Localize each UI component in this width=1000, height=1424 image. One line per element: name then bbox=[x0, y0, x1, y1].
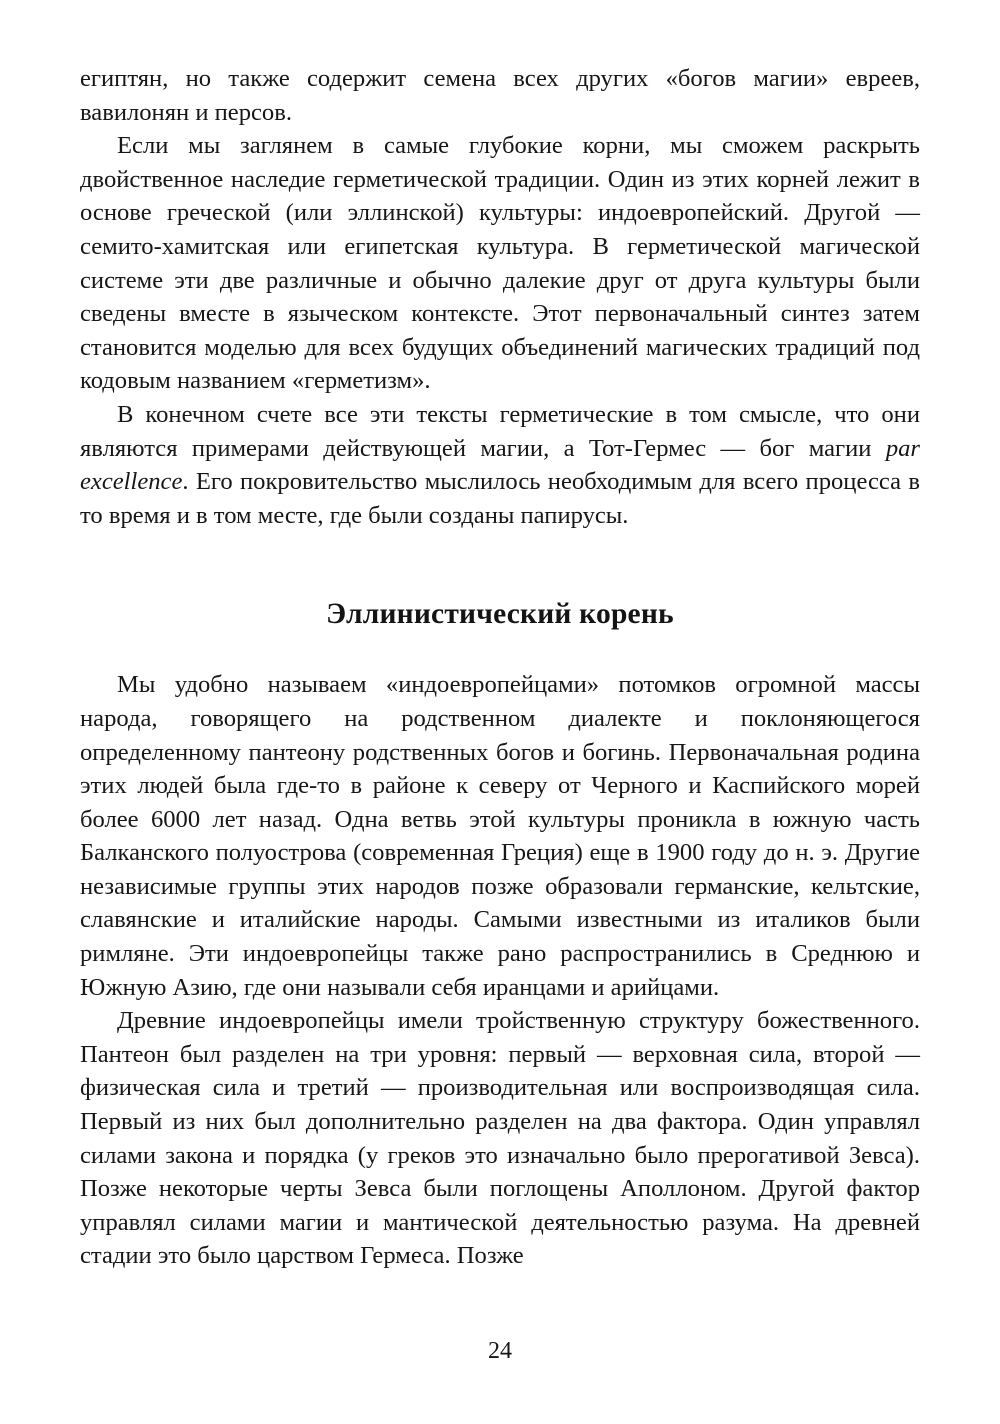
paragraph-par-excellence bbox=[80, 398, 920, 532]
paragraph-text-before-italic: В конечном счете все эти тексты герметические в том смысле, что они являются примерами действующей магии, а Тот-Гермес — бог магии bbox=[80, 400, 920, 462]
italic-latin-phrase: par excellence bbox=[80, 434, 920, 496]
section-heading: Эллинистический корень bbox=[326, 598, 674, 631]
paragraph-tripartite-structure: Древние индоевропейцы имели тройственную структуру божественного. Пантеон был разделен на три уровня: первый — верховная сила, второй — физическая сила и третий — производительная или воспроизводящая сила. Первый из них был дополнительно разделен на два фактора. Один управлял силами закона и порядка (у греков это изначально было прерогативой Зевса). Позже некоторые черты Зевса были поглощены Аполлоном. Другой фактор управлял силами магии и мантической деятельностью разума. На древней стадии это было царством Гермеса. Позже bbox=[80, 1007, 920, 1270]
page-number: 24 bbox=[488, 1338, 512, 1364]
paragraph-indo-europeans: Мы удобно называем «индоевропейцами» потомков огромной массы народа, говорящего на родственном диалекте и поклоняющегося определенному пантеону родственных богов и богинь. Первоначальная родина этих людей была где-то в районе к северу от Черного и Каспийского морей более 6000 лет назад. Одна ветвь этой культуры проникла в южную часть Балканского полуострова (современная Греция) еще в 1900 году до н. э. Другие независимые группы этих народов позже образовали германские, кельтские, славянские и италийские народы. Самыми известными из италиков были римляне. Эти индоевропейцы также рано распространились в Среднюю и Южную Азию, где они называли себя иранцами и арийцами. bbox=[80, 671, 920, 1001]
paragraph-text-after-italic: . Его покровительство мыслилось необходимым для всего процесса в то время и в том месте, где были созданы папирусы. bbox=[80, 468, 920, 529]
text-column bbox=[80, 62, 920, 1273]
heading-block bbox=[80, 532, 920, 668]
paragraph-hermetic-roots: Если мы заглянем в самые глубокие корни, мы сможем раскрыть двойственное наследие герметической традиции. Один из этих корней лежит в основе греческой (или эллинской) культуры: индоевропейский. Другой — семито-хамитская или египетская культура. В герметической магической системе эти две различные и обычно далекие друг от друга культуры были сведены вместе в языческом контексте. Этот первоначальный синтез затем становится моделью для всех будущих объединений магических традиций под кодовым названием «герметизм». bbox=[80, 132, 920, 395]
paragraph-continuation: египтян, но также содержит семена всех других «богов магии» евреев, вавилонян и персов. bbox=[80, 65, 920, 126]
